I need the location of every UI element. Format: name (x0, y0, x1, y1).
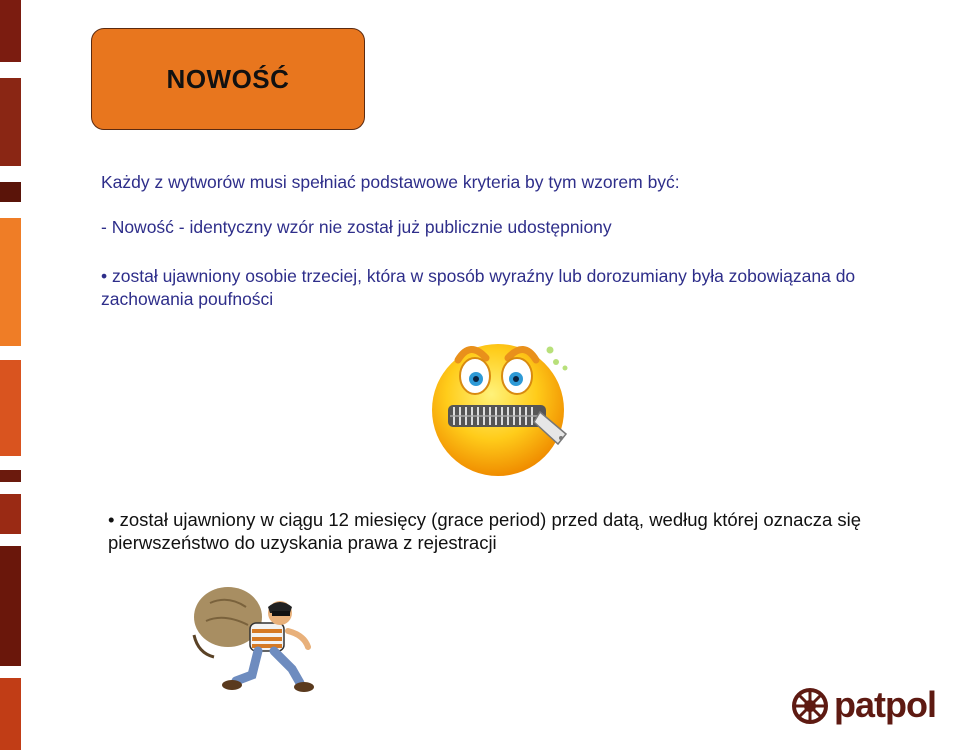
page-title: NOWOŚĆ (166, 63, 290, 94)
title-box (91, 28, 365, 130)
criterion-novelty: - Nowość - identyczny wzór nie został już publicznie udostępniony (101, 217, 612, 237)
zipped-mouth-emoji-image (424, 330, 576, 482)
decorative-side-stripe (0, 0, 21, 750)
patpol-logo-text: patpol (834, 684, 936, 725)
bullet-confidentiality: • został ujawniony osobie trzeciej, która w sposób wyraźny lub dorozumiany była zobowiązana do zachowania poufności (101, 266, 856, 309)
patpol-logo (792, 684, 954, 726)
bullet-grace-period: • został ujawniony w ciągu 12 miesięcy (grace period) przed datą, według której oznacza się pierwszeństwo do uzyskania prawa z rejestracji (108, 509, 862, 553)
patpol-logo-emblem-icon (792, 688, 828, 724)
intro-text: Każdy z wytworów musi spełniać podstawowe kryteria by tym wzorem być: (101, 172, 680, 192)
thief-with-sack-image (188, 583, 324, 697)
